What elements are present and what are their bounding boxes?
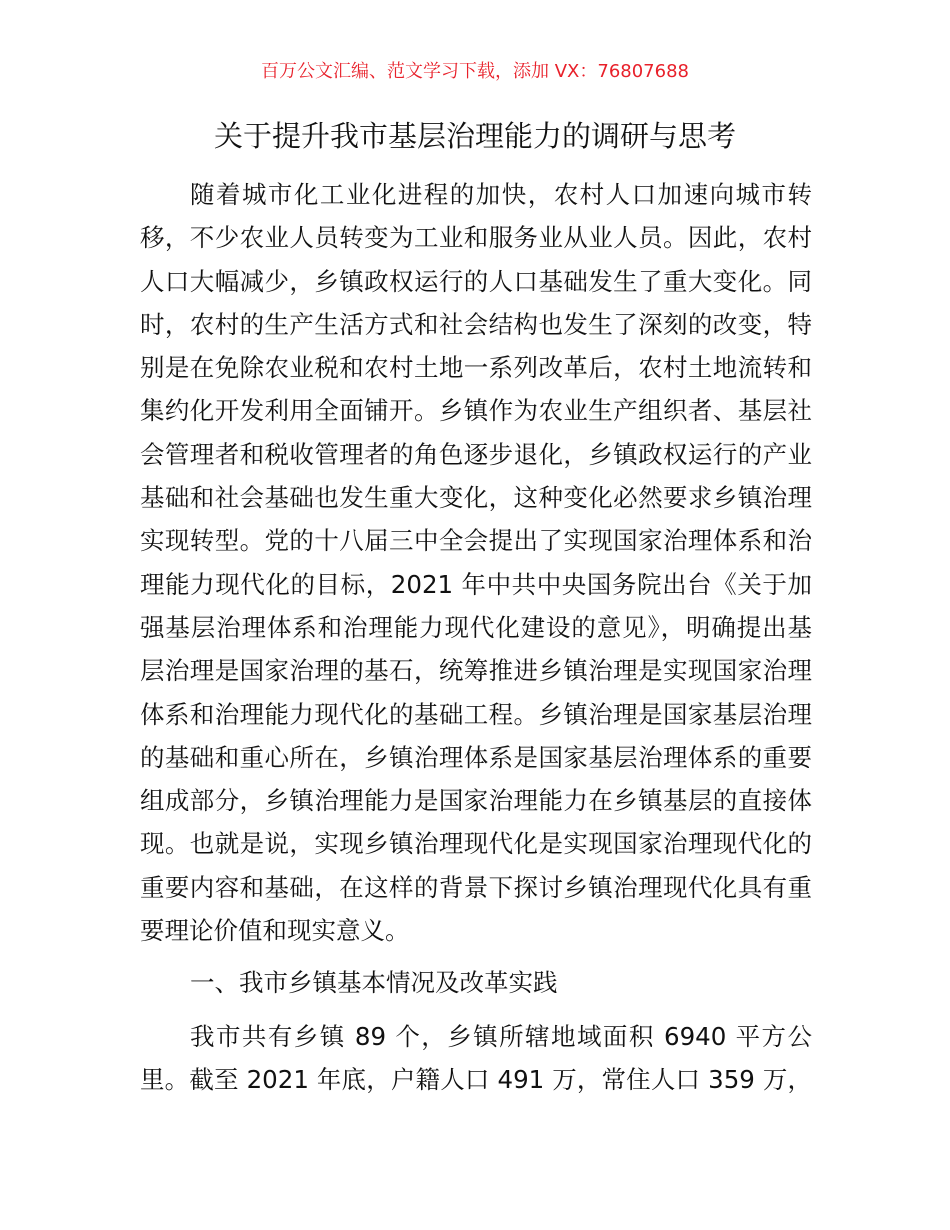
text-line: 会管理者和税收管理者的角色逐步退化，乡镇政权运行的产业	[140, 439, 812, 469]
text-line: 里。截至 2021 年底，户籍人口 491 万，常住人口 359 万，	[140, 1064, 812, 1094]
text-line: 要理论价值和现实意义。	[140, 916, 410, 946]
text-line: 实现转型。党的十八届三中全会提出了实现国家治理体系和治	[140, 526, 812, 556]
text-line: 别是在免除农业税和农村土地一系列改革后，农村土地流转和	[140, 353, 812, 383]
text-line: 体系和治理能力现代化的基础工程。乡镇治理是国家基层治理	[140, 699, 812, 729]
text-line: 人口大幅减少，乡镇政权运行的人口基础发生了重大变化。同	[140, 266, 812, 296]
document-title: 关于提升我市基层治理能力的调研与思考	[213, 119, 736, 153]
text-line: 组成部分，乡镇治理能力是国家治理能力在乡镇基层的直接体	[140, 786, 812, 816]
text-line: 层治理是国家治理的基石，统筹推进乡镇治理是实现国家治理	[140, 656, 812, 686]
text-line: 随着城市化工业化进程的加快，农村人口加速向城市转	[190, 180, 812, 209]
text-line: 重要内容和基础，在这样的背景下探讨乡镇治理现代化具有重	[140, 872, 812, 902]
section-heading: 一、我市乡镇基本情况及改革实践	[190, 968, 558, 998]
text-line: 的基础和重心所在，乡镇治理体系是国家基层治理体系的重要	[140, 742, 812, 772]
paragraph-basic-situation	[140, 1015, 812, 1102]
text-line: 我市共有乡镇 89 个，乡镇所辖地域面积 6940 平方公	[190, 1021, 812, 1051]
watermark-header: 百万公文汇编、范文学习下载，添加 VX：76807688	[261, 61, 689, 82]
document-body	[140, 173, 812, 1101]
text-line: 移，不少农业人员转变为工业和服务业从业人员。因此，农村	[140, 223, 812, 253]
text-line: 时，农村的生产生活方式和社会结构也发生了深刻的改变，特	[140, 309, 812, 339]
text-line: 强基层治理体系和治理能力现代化建设的意见》，明确提出基	[140, 612, 812, 642]
text-line: 基础和社会基础也发生重大变化，这种变化必然要求乡镇治理	[140, 483, 812, 513]
text-line: 现。也就是说，实现乡镇治理现代化是实现国家治理现代化的	[140, 829, 812, 859]
text-line: 集约化开发利用全面铺开。乡镇作为农业生产组织者、基层社	[140, 396, 812, 426]
text-line: 理能力现代化的目标，2021 年中共中央国务院出台《关于加	[140, 569, 812, 599]
paragraph-intro	[140, 173, 812, 952]
